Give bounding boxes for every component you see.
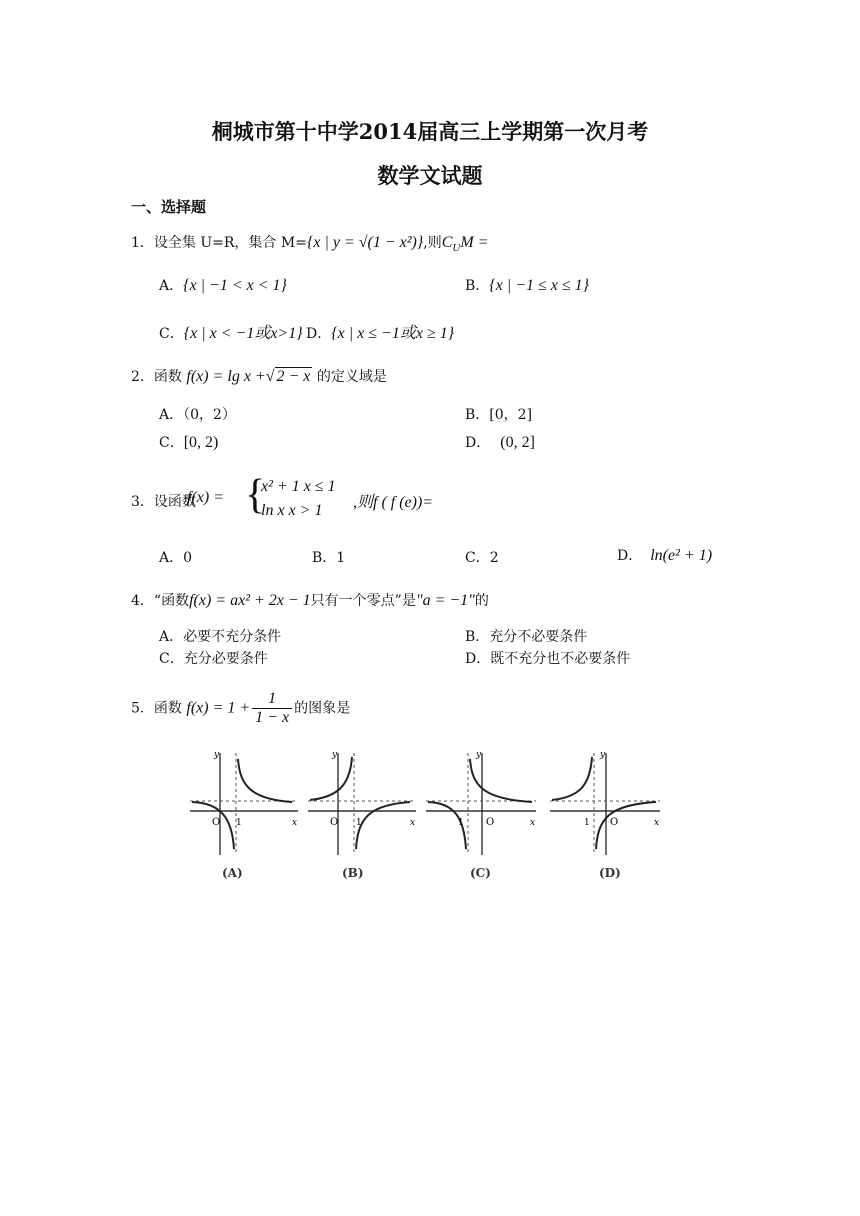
graph-d-curve-right (596, 802, 656, 849)
q2-option-d[interactable] (465, 432, 535, 452)
q4-option-c-text: 充分必要条件 (183, 651, 268, 667)
q3-option-b-text: 1 (336, 550, 346, 566)
section-heading: 一、选择题 (131, 198, 207, 216)
q2-option-d-text: (0, 2] (500, 434, 535, 451)
q1-after: M = (460, 234, 489, 251)
q4-option-b-text: 充分不必要条件 (489, 629, 588, 645)
question-1-stem (131, 232, 488, 254)
graph-d-y-label: y (600, 750, 606, 760)
q1-option-b-text: {x | −1 ≤ x ≤ 1} (489, 277, 590, 294)
q4-option-b-label: B． (465, 629, 490, 645)
q3-option-c-label: C． (465, 550, 490, 566)
q2-option-a-label: A． (159, 407, 184, 423)
q2-prefix: 2．函数 (131, 369, 182, 385)
q4-option-a-label: A． (159, 629, 184, 645)
graph-a-origin: O (212, 817, 221, 828)
graph-b-label: (B) (342, 866, 364, 880)
graph-c-label: (C) (470, 866, 491, 880)
graph-c-origin: O (486, 817, 495, 828)
q3-case-2: ln x x > 1 (261, 502, 323, 519)
q1-option-c-text: {x | x < −1或x>1} (183, 325, 303, 342)
graph-a-y-label: y (214, 750, 220, 760)
graph-b-x-label: x (410, 818, 416, 828)
q2-func: f(x) = lg x + (186, 368, 266, 385)
q4-part-c: 的 (474, 593, 489, 609)
graph-b-curve-left (310, 757, 352, 800)
q4-part-b: 只有一个零点”是 (310, 593, 416, 609)
q1-option-d-text: {x | x ≤ −1或x ≥ 1} (331, 325, 455, 342)
q3-option-c[interactable] (465, 547, 499, 567)
graph-c[interactable] (426, 750, 536, 855)
q2-option-b-text: [0，2] (489, 407, 533, 423)
exam-subtitle: 数学文试题 (377, 163, 483, 188)
question-5-stem (131, 690, 350, 727)
graph-d-x-label: x (654, 818, 660, 828)
graph-d[interactable] (550, 750, 660, 855)
graph-c-curve-right (470, 759, 532, 802)
q4-condition: "a = −1" (415, 592, 475, 609)
q4-option-b[interactable] (465, 626, 587, 646)
question-4-stem (131, 590, 489, 610)
q3-option-b[interactable] (312, 547, 345, 567)
graph-b[interactable] (308, 750, 416, 855)
q3-option-b-label: B． (312, 550, 337, 566)
q1-complement: C (441, 234, 453, 251)
q5-graphs (180, 745, 670, 885)
q1-set-expr: {x | y = √(1 − x²)} (306, 234, 424, 251)
q1-option-d[interactable] (306, 320, 454, 343)
q5-suffix: 的图象是 (294, 700, 351, 717)
q2-suffix: 的定义域是 (316, 369, 387, 385)
question-2-stem: 2．函数 f(x) = lg x +√ 2 − x 的定义域是 (131, 368, 387, 385)
q4-option-c-label: C． (159, 651, 184, 667)
q3-suffix: ,则f ( f (e))= (353, 494, 434, 511)
exam-title: 桐城市第十中学2014届高三上学期第一次月考 (211, 119, 649, 144)
q1-option-a-text: {x | −1 < x < 1} (183, 277, 287, 294)
q2-option-a[interactable] (159, 404, 236, 424)
q5-prefix: 5．函数 (131, 700, 182, 717)
graph-b-origin: O (330, 817, 339, 828)
q5-func: f(x) = 1 + (186, 699, 251, 717)
graph-b-one: 1 (356, 818, 362, 828)
q4-option-d-label: D． (465, 651, 491, 667)
q2-option-c-label: C． (159, 435, 184, 451)
q2-option-c-text: [0, 2) (183, 434, 219, 451)
q1-prefix: 1．设全集 U=R，集合 M= (131, 235, 307, 251)
q3-case-1: x² + 1 x ≤ 1 (261, 478, 336, 495)
graph-c-x-label: x (530, 818, 536, 828)
q3-brace: { (245, 472, 266, 518)
graph-b-y-label: y (332, 750, 338, 760)
q2-option-c[interactable] (159, 432, 218, 452)
q2-option-a-text: （0，2） (183, 407, 236, 423)
q4-option-d[interactable] (465, 648, 630, 668)
q5-fraction (252, 690, 292, 727)
graph-a-label: (A) (222, 866, 243, 880)
graph-d-one: 1 (584, 818, 590, 828)
q3-func: f(x) = (187, 489, 224, 506)
q1-option-c[interactable] (159, 320, 303, 343)
q3-prefix: 3．设函数 (131, 494, 196, 510)
graph-a-curve-right (238, 759, 292, 802)
q3-option-d[interactable] (617, 545, 712, 565)
q1-sub: U (452, 241, 461, 254)
q1-option-a-label: A． (159, 278, 184, 294)
graph-a[interactable] (190, 750, 298, 855)
q2-radicand: 2 − x (276, 368, 311, 385)
q3-option-a[interactable] (159, 547, 192, 567)
q3-option-d-label: D． (617, 548, 643, 564)
graph-d-curve-left (552, 757, 592, 800)
q3-option-c-text: 2 (489, 550, 499, 566)
q1-suffix: ,则 (423, 235, 442, 251)
q4-option-a[interactable] (159, 626, 281, 646)
q2-option-d-label: D． (465, 435, 491, 451)
q5-numerator: 1 (252, 690, 292, 709)
q4-part-a: 4．“函数 (131, 593, 190, 609)
q1-option-a[interactable] (159, 275, 287, 295)
q1-option-c-label: C． (159, 326, 184, 342)
graph-a-one: 1 (236, 818, 242, 828)
q3-option-a-label: A． (159, 550, 184, 566)
q1-option-b-label: B． (465, 278, 490, 294)
q4-option-a-text: 必要不充分条件 (183, 629, 282, 645)
q2-option-b-label: B． (465, 407, 490, 423)
q2-option-b[interactable] (465, 404, 532, 424)
graph-a-x-label: x (292, 818, 298, 828)
q1-option-b[interactable] (465, 275, 589, 295)
graph-b-curve-right (356, 802, 410, 849)
q4-option-c[interactable] (159, 648, 268, 668)
graph-d-label: (D) (599, 866, 621, 880)
q4-func: f(x) = ax² + 2x − 1 (189, 592, 311, 609)
q4-option-d-text: 既不充分也不必要条件 (490, 651, 631, 667)
graph-d-origin: O (610, 817, 619, 828)
q5-denominator: 1 − x (255, 709, 290, 726)
q3-option-d-text: ln(e² + 1) (650, 547, 713, 564)
graph-c-y-label: y (476, 750, 482, 760)
q3-option-a-text: 0 (183, 550, 193, 566)
graph-c-one: 1 (458, 818, 464, 828)
q1-option-d-label: D． (306, 326, 332, 342)
